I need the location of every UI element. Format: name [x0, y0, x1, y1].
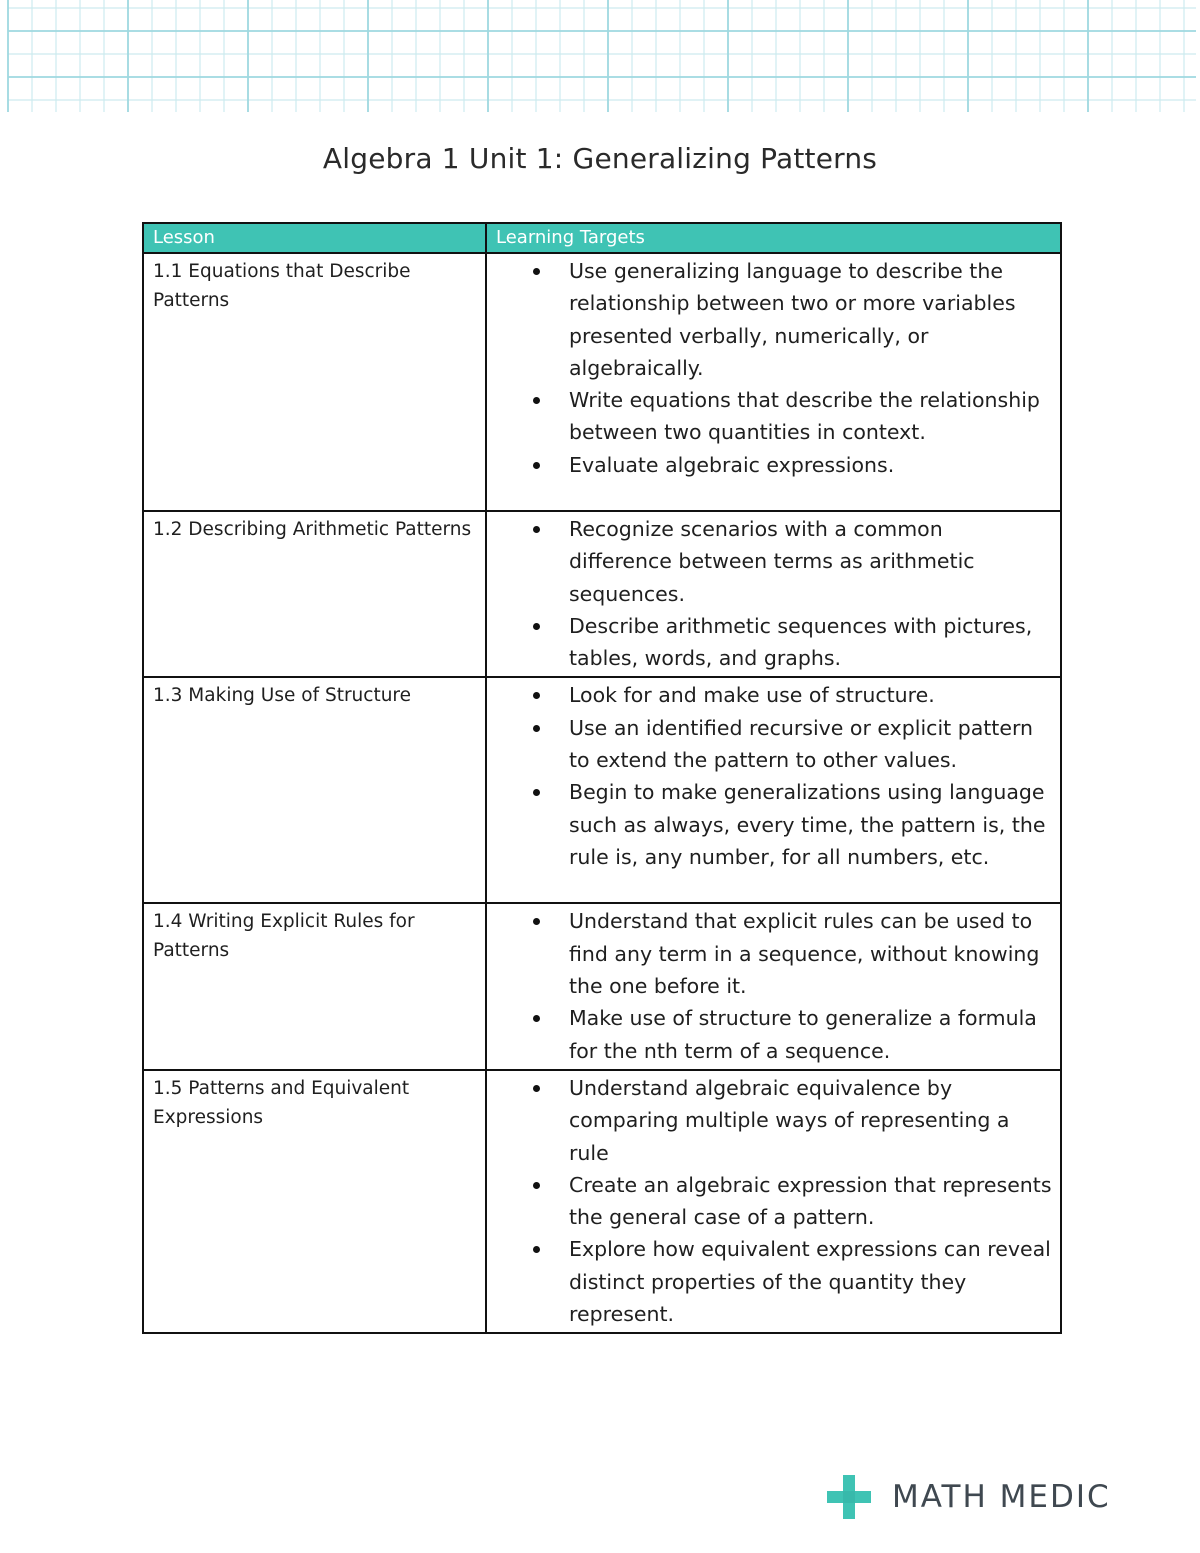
- bullet-icon: [533, 1015, 540, 1022]
- target-item: [487, 679, 1052, 711]
- target-text: Use an identified recursive or explicit pattern to extend the pattern to other values.: [569, 715, 1034, 773]
- target-item: [487, 905, 1052, 1002]
- target-item: [487, 1233, 1052, 1330]
- bullet-icon: [533, 462, 540, 469]
- target-text: Make use of structure to generalize a formula for the nth term of a sequence.: [569, 1006, 1037, 1063]
- target-item: [487, 712, 1052, 777]
- learning-targets-table: [142, 222, 1062, 1334]
- target-text: Begin to make generalizations using language such as always, every time, the pattern is, the rule is, any number, for all numbers, etc.: [569, 780, 1046, 869]
- table-row: [143, 253, 1061, 511]
- target-item: [487, 776, 1052, 873]
- target-text: Understand algebraic equivalence by comparing multiple ways of representing a rule: [569, 1075, 1010, 1165]
- bullet-icon: [533, 1085, 540, 1092]
- bullet-icon: [533, 692, 540, 699]
- target-item: [487, 610, 1052, 675]
- target-item: [487, 1169, 1052, 1234]
- targets-cell: [486, 903, 1061, 1069]
- target-item: [487, 1002, 1052, 1067]
- lesson-cell: 1.4 Writing Explicit Rules for Patterns: [143, 903, 486, 1069]
- target-text: Explore how equivalent expressions can reveal distinct properties of the quantity they represent.: [569, 1237, 1051, 1327]
- header-lesson: Lesson: [143, 223, 486, 253]
- targets-cell: [486, 677, 1061, 903]
- target-item: [487, 255, 1052, 384]
- target-text: Create an algebraic expression that represents the general case of a pattern.: [569, 1172, 1052, 1230]
- targets-cell: [486, 1070, 1061, 1333]
- target-text: Write equations that describe the relationship between two quantities in context.: [569, 388, 1040, 445]
- target-item: [487, 1072, 1052, 1169]
- table-header-row: [143, 223, 1061, 253]
- target-item: [487, 384, 1052, 449]
- graph-paper-header: [0, 0, 1200, 112]
- math-medic-logo: [826, 1474, 1136, 1520]
- brand-name: MATH MEDIC: [892, 1479, 1111, 1515]
- target-text: Recognize scenarios with a common difference between terms as arithmetic sequences.: [569, 517, 975, 606]
- bullet-icon: [533, 725, 540, 732]
- plus-cross-icon: [826, 1474, 872, 1520]
- lesson-cell: 1.2 Describing Arithmetic Patterns: [143, 511, 486, 677]
- target-text: Use generalizing language to describe the relationship between two or more variables presented verbally, numerically, or algebraically.: [569, 259, 1016, 380]
- target-list: [487, 255, 1052, 481]
- lesson-cell: 1.1 Equations that Describe Patterns: [143, 253, 486, 511]
- bullet-icon: [533, 918, 540, 925]
- targets-cell: [486, 511, 1061, 677]
- bullet-icon: [533, 397, 540, 404]
- lesson-cell: 1.5 Patterns and Equivalent Expressions: [143, 1070, 486, 1333]
- table-row: [143, 1070, 1061, 1333]
- bullet-icon: [533, 1246, 540, 1253]
- document-title: Algebra 1 Unit 1: Generalizing Patterns: [322, 142, 878, 175]
- target-list: [487, 679, 1052, 873]
- target-text: Understand that explicit rules can be used to find any term in a sequence, without knowing the one before it.: [569, 909, 1040, 999]
- bullet-icon: [533, 526, 540, 533]
- bullet-icon: [533, 623, 540, 630]
- target-item: [487, 449, 1052, 481]
- target-list: [487, 513, 1052, 674]
- bullet-icon: [533, 268, 540, 275]
- target-text: Evaluate algebraic expressions.: [569, 452, 895, 477]
- bullet-icon: [533, 1182, 540, 1189]
- target-item: [487, 513, 1052, 610]
- target-text: Look for and make use of structure.: [569, 683, 935, 708]
- target-list: [487, 1072, 1052, 1330]
- header-learning-targets: Learning Targets: [486, 223, 1061, 253]
- table-row: [143, 677, 1061, 903]
- table-row: [143, 511, 1061, 677]
- lesson-cell: 1.3 Making Use of Structure: [143, 677, 486, 903]
- target-text: Describe arithmetic sequences with pictures, tables, words, and graphs.: [569, 613, 1033, 671]
- targets-cell: [486, 253, 1061, 511]
- table-row: [143, 903, 1061, 1069]
- bullet-icon: [533, 789, 540, 796]
- target-list: [487, 905, 1052, 1066]
